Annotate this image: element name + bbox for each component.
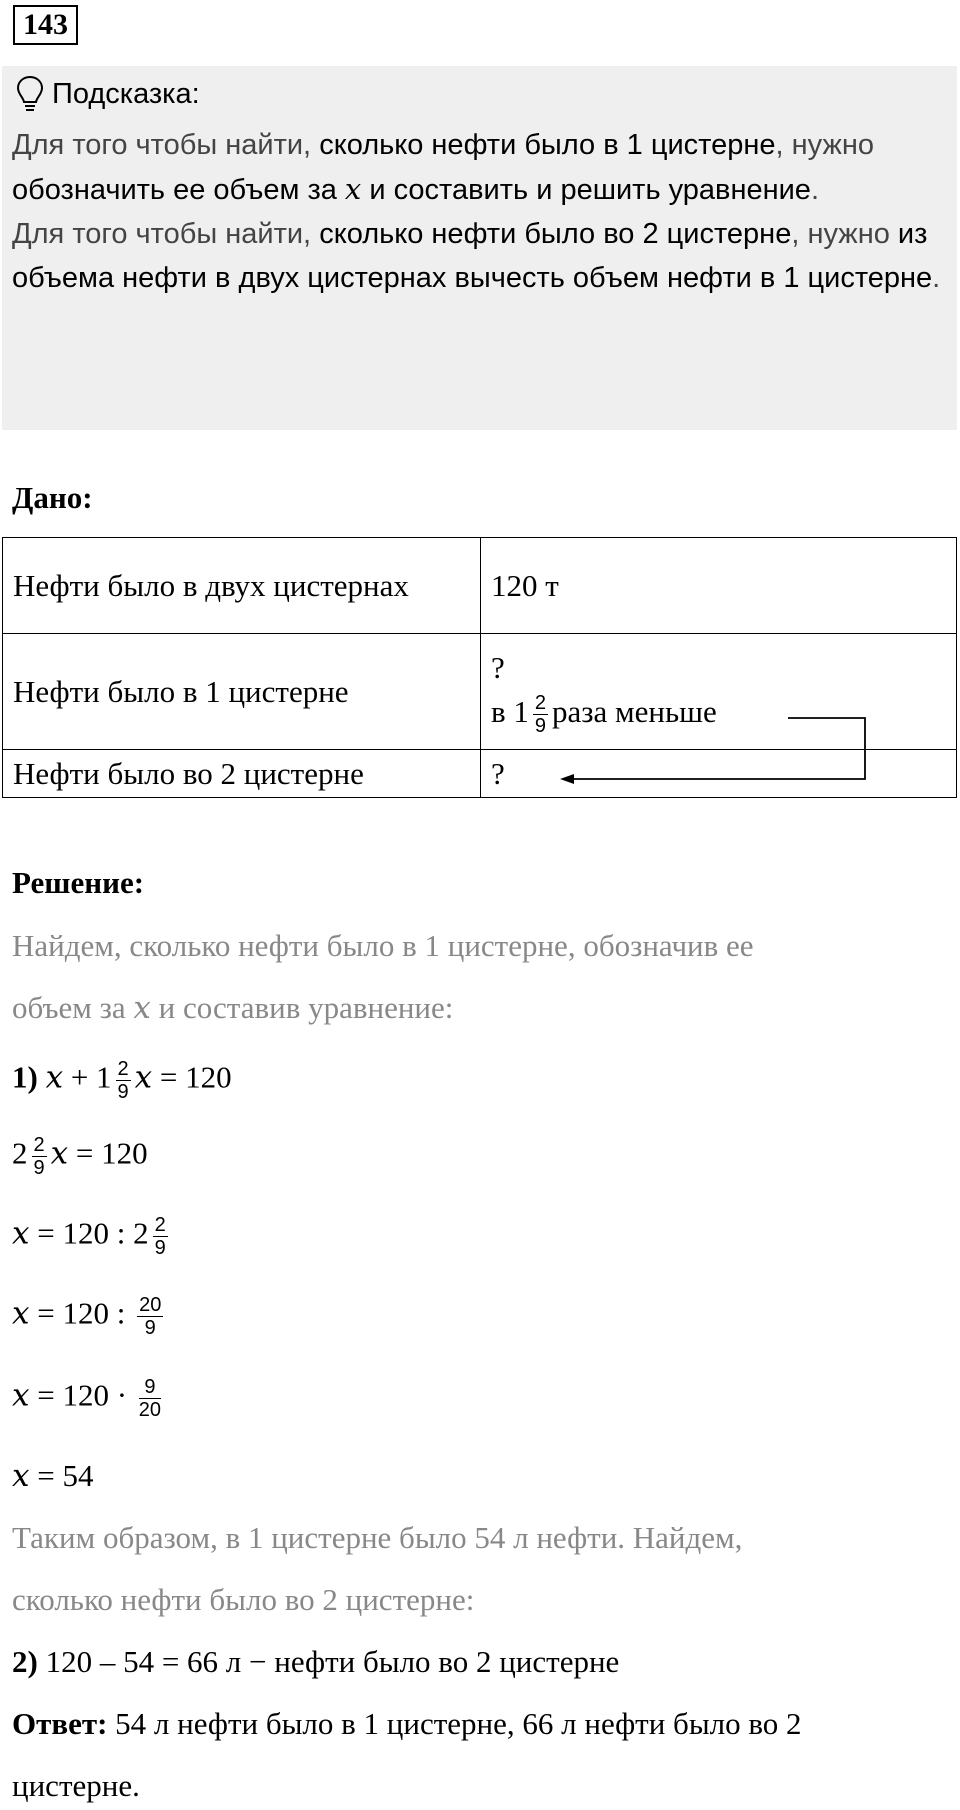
step-2 [12, 1644, 619, 1680]
given-heading: Дано: [12, 480, 93, 515]
equation-3 [12, 1214, 172, 1259]
given-value-1: 120 т [481, 538, 957, 634]
ratio-post: раза меньше [552, 693, 717, 729]
step-1-label: 1) [12, 1059, 38, 1095]
answer-line-2: цистерне. [12, 1768, 140, 1803]
hint-p2-a: Для того чтобы найти, [12, 218, 320, 250]
solution-heading: Решение: [12, 865, 145, 900]
hint-p1-e: и составить и решить уравнение [361, 174, 811, 206]
fraction-denominator: 9 [33, 1157, 45, 1179]
eq1-fraction [116, 1058, 131, 1103]
hint-p1-f: . [810, 174, 819, 206]
solution-mid-line-2: сколько нефти было во 2 цистерне: [12, 1582, 475, 1617]
eq4-fraction [137, 1294, 163, 1339]
fraction-denominator: 9 [144, 1317, 156, 1339]
fraction-numerator: 2 [117, 1058, 129, 1080]
eq4-rest: = 120 : [29, 1295, 134, 1331]
answer-label: Ответ: [12, 1706, 108, 1741]
fraction-numerator: 20 [139, 1294, 162, 1316]
given-label-2: Нефти было в 1 цистерне [3, 634, 481, 750]
equation-6 [12, 1458, 93, 1494]
eq6-x: x [12, 1458, 30, 1494]
eq3-fraction [153, 1214, 168, 1259]
eq1-x2: x [134, 1059, 153, 1096]
hint-p2-e: . [932, 262, 941, 294]
eq3-rest: = 120 : 2 [29, 1215, 149, 1251]
intro-2b: и составив уравнение: [150, 990, 454, 1025]
eq5-x: x [12, 1377, 30, 1414]
eq2-x: x [50, 1135, 69, 1172]
answer-line-1 [12, 1706, 802, 1742]
eq5-fraction [139, 1376, 161, 1421]
equation-5 [12, 1376, 165, 1421]
fraction-numerator: 2 [154, 1214, 166, 1236]
intro-2a: объем за [12, 990, 134, 1025]
eq1-x: x [45, 1059, 64, 1096]
hint-title-text: Подсказка: [52, 78, 200, 110]
hint-p1-c: , нужно [775, 129, 875, 161]
fraction-denominator: 9 [154, 1237, 166, 1259]
fraction-numerator: 2 [534, 692, 547, 715]
eq5-rest: = 120 · [29, 1377, 135, 1413]
eq2-rest: = 120 [68, 1135, 148, 1171]
given-value-3: ? [481, 750, 957, 798]
equation-1 [12, 1058, 232, 1103]
hint-p1-b: сколько нефти было в 1 цистерне [319, 129, 776, 161]
given-value-2-question: ? [491, 649, 505, 685]
fraction-denominator: 20 [138, 1399, 162, 1421]
eq1-plus: + 1 [63, 1059, 112, 1095]
equation-2 [12, 1134, 148, 1179]
fraction-numerator: 2 [33, 1134, 45, 1156]
solution-mid-line-1: Таким образом, в 1 цистерне было 54 л нефти. Найдем, [12, 1520, 743, 1555]
relation-arrow [0, 0, 960, 800]
ratio-pre: в 1 [491, 693, 529, 729]
eq2-fraction [32, 1134, 47, 1179]
given-label-3: Нефти было во 2 цистерне [3, 750, 481, 798]
fraction-denominator: 9 [117, 1081, 129, 1103]
intro-2x: x [133, 990, 151, 1026]
given-label-1: Нефти было в двух цистернах [3, 538, 481, 634]
equation-4 [12, 1294, 167, 1339]
eq4-x: x [12, 1295, 30, 1332]
hint-p2-c: , нужно [791, 218, 898, 250]
hint-p2-d: из объема нефти в двух цистернах вычесть объем нефти в 1 цистерне [12, 218, 933, 294]
hint-p1-a: Для того чтобы найти, [12, 129, 320, 161]
fraction-numerator: 9 [139, 1376, 161, 1399]
eq2-pre: 2 [12, 1135, 28, 1171]
solution-intro-line-2 [12, 990, 453, 1026]
eq1-rest: = 120 [152, 1059, 232, 1095]
hint-p1-d: обозначить ее объем за [12, 174, 345, 206]
step-2-text: 120 – 54 = 66 л − нефти было во 2 цистерне [37, 1644, 620, 1679]
step-2-label: 2) [12, 1644, 38, 1679]
eq3-x: x [12, 1215, 30, 1252]
answer-text-1: 54 л нефти было в 1 цистерне, 66 л нефти было во 2 [107, 1706, 802, 1741]
solution-intro-line-1: Найдем, сколько нефти было в 1 цистерне, обозначив ее [12, 928, 754, 963]
fraction-denominator: 9 [534, 715, 547, 738]
eq6-rest: = 54 [29, 1458, 94, 1493]
task-number: 143 [13, 5, 78, 45]
hint-p2-b: сколько нефти было во 2 цистерне [319, 218, 792, 250]
hint-p1-x: x [344, 172, 362, 206]
